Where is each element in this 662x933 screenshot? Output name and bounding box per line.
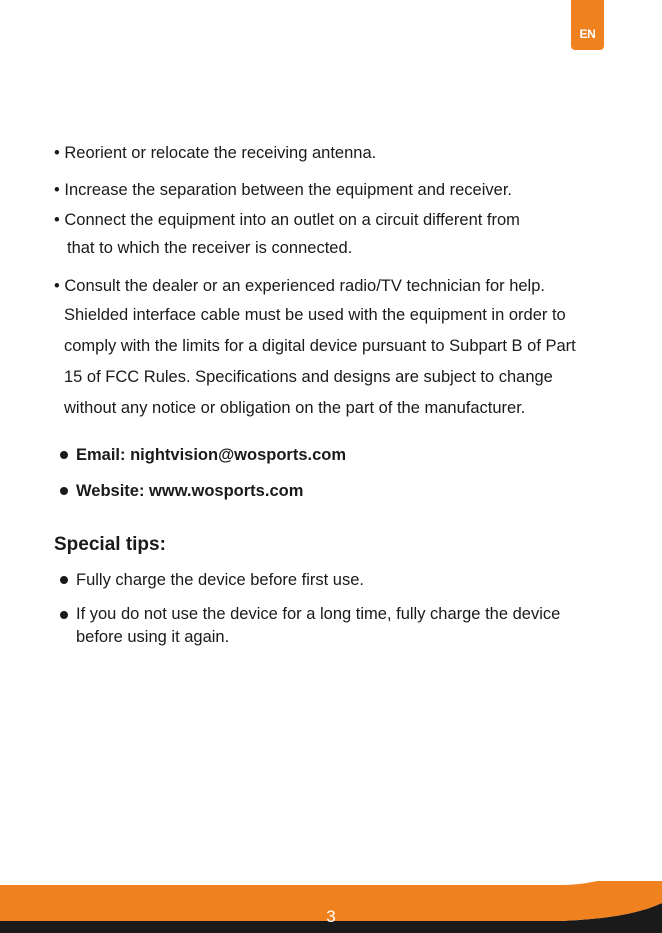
tip-fully-charge: Fully charge the device before first use. xyxy=(76,571,364,589)
special-tips-heading: Special tips: xyxy=(54,534,166,555)
bullet-dot-icon xyxy=(60,487,68,495)
fcc-bullet-outlet: • Connect the equipment into an outlet on a circuit different from xyxy=(54,211,520,229)
fcc-bullet-consult: • Consult the dealer or an experienced radio/TV technician for help. xyxy=(54,277,545,295)
fcc-bullet-reorient: • Reorient or relocate the receiving antenna. xyxy=(54,144,377,162)
bullet-dot-icon xyxy=(60,576,68,584)
contact-email: Email: nightvision@wosports.com xyxy=(76,446,347,464)
contact-website: Website: www.wosports.com xyxy=(76,482,304,500)
language-tab: EN xyxy=(571,0,604,50)
fcc-paragraph-line-1: Shielded interface cable must be used with the equipment in order to xyxy=(64,306,566,324)
fcc-paragraph-line-2: comply with the limits for a digital device pursuant to Subpart B of Part xyxy=(64,337,576,355)
fcc-paragraph-line-4: without any notice or obligation on the part of the manufacturer. xyxy=(64,399,526,417)
fcc-paragraph-line-3: 15 of FCC Rules. Specifications and designs are subject to change xyxy=(64,368,553,386)
tip-long-time: If you do not use the device for a long time, fully charge the device xyxy=(76,605,561,623)
fcc-bullet-separation: • Increase the separation between the equipment and receiver. xyxy=(54,181,512,199)
tip-long-time-cont: before using it again. xyxy=(76,628,230,646)
page-number: 3 xyxy=(326,907,336,926)
fcc-bullet-outlet-cont: that to which the receiver is connected. xyxy=(67,239,353,257)
bullet-dot-icon xyxy=(60,611,68,619)
bullet-dot-icon xyxy=(60,451,68,459)
